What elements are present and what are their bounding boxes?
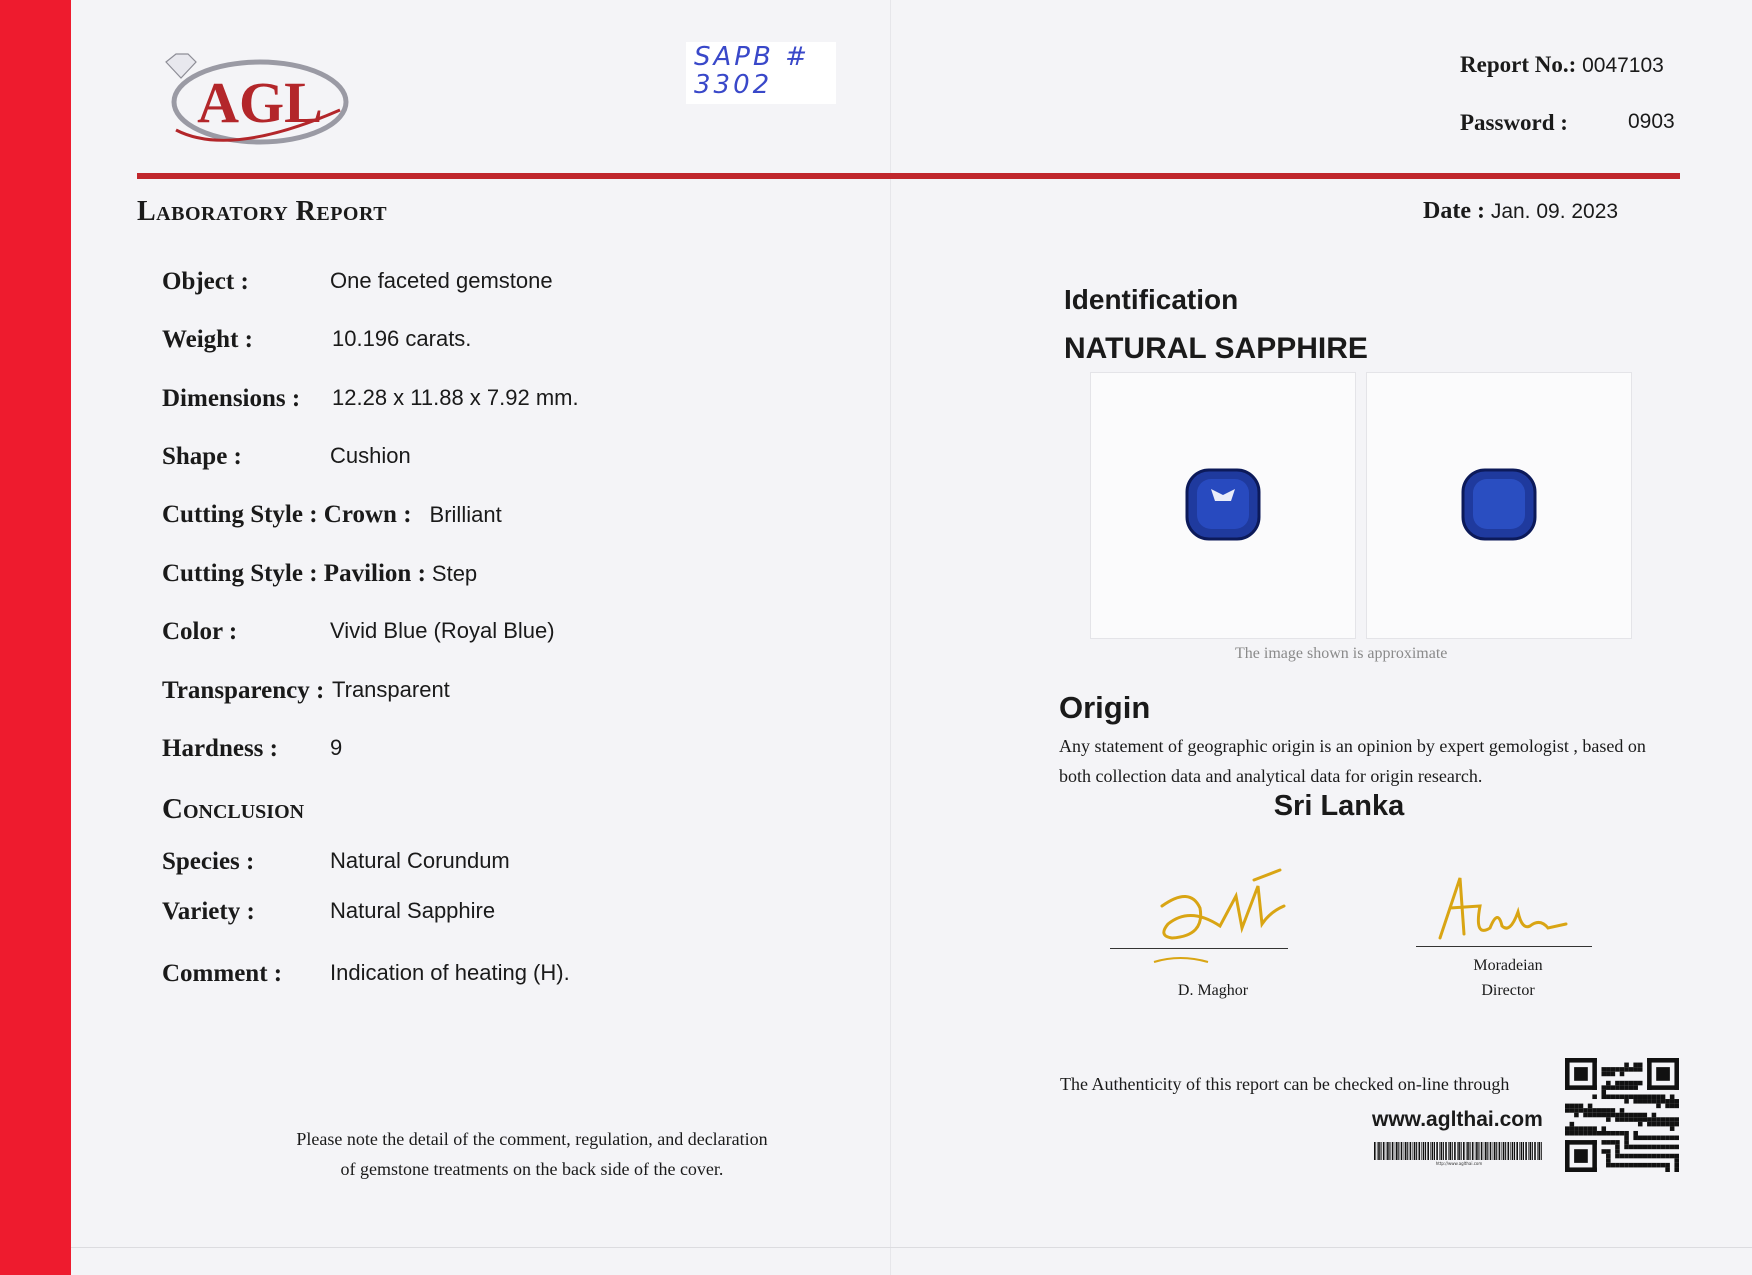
handwritten-line-1: SAPB # <box>694 42 810 72</box>
field-cutting-crown <box>162 501 502 529</box>
field-label: Object : <box>162 268 249 295</box>
field-value: Vivid Blue (Royal Blue) <box>330 618 555 643</box>
report-date <box>1423 198 1618 225</box>
page-title: Laboratory Report <box>137 196 388 227</box>
date-label: Date : <box>1423 198 1485 224</box>
field-dimensions <box>162 385 579 413</box>
logo-text: AGL <box>197 70 323 135</box>
field-label: Cutting Style : Crown : <box>162 501 412 528</box>
origin-statement-line-1: Any statement of geographic origin is an opinion by expert gemologist , based on <box>1059 736 1646 756</box>
agl-logo <box>160 50 350 150</box>
fold-line <box>890 0 891 1275</box>
report-number <box>1460 52 1664 78</box>
gem-photo-crown <box>1090 372 1356 639</box>
date-value: Jan. 09. 2023 <box>1490 200 1619 223</box>
field-shape <box>162 443 411 471</box>
handwritten-line-2: 3302 <box>694 70 773 100</box>
field-label: Shape : <box>162 443 242 470</box>
field-color <box>162 618 555 646</box>
field-label: Cutting Style : Pavilion : <box>162 560 426 587</box>
gem-pavilion-image <box>1367 373 1631 638</box>
signature-line-maghor <box>1110 948 1288 949</box>
qr-code[interactable] <box>1565 1058 1679 1172</box>
field-transparency <box>162 677 450 705</box>
handwritten-note <box>686 42 836 104</box>
field-label: Color : <box>162 618 238 645</box>
field-species <box>162 848 510 876</box>
field-value: Transparent <box>332 677 450 702</box>
conclusion-heading: Conclusion <box>162 793 305 825</box>
field-value: Step <box>431 561 478 586</box>
website-link[interactable]: www.aglthai.com <box>1372 1108 1543 1131</box>
field-value: Cushion <box>330 443 411 468</box>
signer-name-moradeian: Moradeian <box>1473 957 1543 974</box>
origin-statement-line-2: both collection data and analytical data for origin research. <box>1059 766 1483 786</box>
field-value: Natural Corundum <box>330 848 510 873</box>
field-variety <box>162 898 496 926</box>
field-value: 12.28 x 11.88 x 7.92 mm. <box>332 385 579 410</box>
password-label: Password : <box>1460 110 1568 135</box>
field-label: Transparency : <box>162 677 325 704</box>
gem-photo-pavilion <box>1366 372 1632 639</box>
field-value: Brilliant <box>429 502 502 527</box>
signer-name-maghor: D. Maghor <box>1177 982 1249 999</box>
barcode <box>1374 1142 1544 1166</box>
field-cutting-pavilion <box>162 560 477 588</box>
report-number-value: 0047103 <box>1582 54 1664 77</box>
field-label: Comment : <box>162 960 283 987</box>
note-line-2: of gemstone treatments on the back side of the cover. <box>340 1159 724 1179</box>
photo-caption: The image shown is approximate <box>1235 645 1448 662</box>
note-line-1: Please note the detail of the comment, regulation, and declaration <box>296 1129 768 1149</box>
origin-label: Origin <box>1059 690 1151 725</box>
field-object <box>162 268 553 296</box>
signature-maghor <box>1150 866 1300 966</box>
signature-line-moradeian <box>1416 946 1592 947</box>
field-value: One faceted gemstone <box>330 268 553 293</box>
field-value: 9 <box>330 735 343 760</box>
red-side-strip <box>0 0 71 1275</box>
field-value: Indication of heating (H). <box>330 960 570 985</box>
verification-text: The Authenticity of this report can be checked on-line through <box>1060 1074 1510 1094</box>
field-label: Weight : <box>162 326 253 353</box>
identification-label: Identification <box>1064 284 1239 315</box>
identification-value: NATURAL SAPPHIRE <box>1064 332 1368 365</box>
origin-value: Sri Lanka <box>1273 790 1405 822</box>
field-label: Species : <box>162 848 255 875</box>
bottom-edge <box>71 1247 1752 1248</box>
barcode-caption: http://www.aglthai.com <box>1435 1161 1483 1166</box>
signer-title-moradeian: Director <box>1481 982 1535 999</box>
field-comment <box>162 960 570 988</box>
field-value: Natural Sapphire <box>330 898 496 923</box>
header-rule <box>137 173 1680 179</box>
origin-statement <box>1059 731 1659 791</box>
treatment-note <box>260 1124 804 1184</box>
field-label: Hardness : <box>162 735 278 762</box>
field-hardness <box>162 735 343 763</box>
password-value: 0903 <box>1628 110 1675 133</box>
field-label: Variety : <box>162 898 255 925</box>
signature-moradeian <box>1430 868 1570 948</box>
field-label: Dimensions : <box>162 385 301 412</box>
password <box>1460 110 1675 136</box>
field-value: 10.196 carats. <box>332 326 472 351</box>
gem-crown-image <box>1091 373 1355 638</box>
report-number-label: Report No.: <box>1460 52 1577 77</box>
field-weight <box>162 326 472 354</box>
